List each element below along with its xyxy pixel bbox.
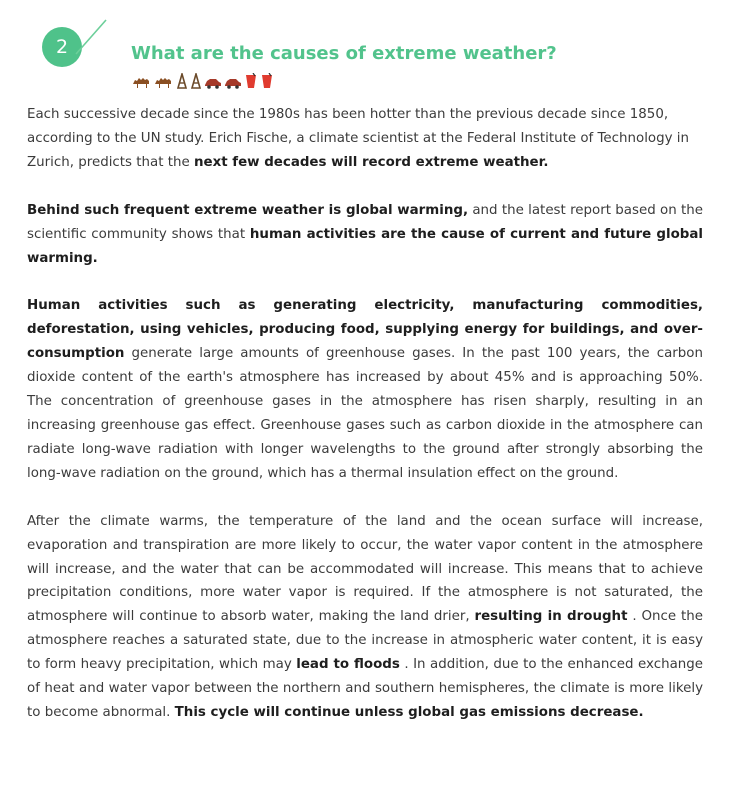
text-segment: . Once the atmosphere reaches a saturated state, due to the increase in atmospheric water content, it is easy to form heavy precipitation, which may: [27, 609, 703, 673]
text-segment: . In addition, due to the enhanced exchange of heat and water vapor between the northern and southern hemispheres, the climate is more likely to become abnormal.: [27, 657, 703, 720]
text-segment: Each successive decade since the 1980s has been hotter than the previous decade since 1850, according to the UN study. Erich Fische, a climate scientist at the Federal Institute of Technology in Zurich, predicts that the: [27, 107, 689, 170]
car-icon: [204, 77, 222, 89]
bold-segment: resulting in drought: [474, 609, 628, 625]
section-title: What are the causes of extreme weather?: [131, 43, 557, 64]
icon-row: [132, 71, 274, 89]
section-number: 2: [55, 36, 69, 58]
camel-icon: [132, 75, 152, 89]
bold-segment: Behind such frequent extreme weather is global warming,: [27, 202, 469, 218]
oil-well-icon: [190, 73, 202, 89]
article-body: [27, 103, 703, 749]
cup-icon: [244, 73, 258, 89]
section-header: [0, 0, 729, 100]
text-segment: generate large amounts of greenhouse gases. In the past 100 years, the carbon dioxide content of the earth's atmosphere has increased by about 45% and is approaching 50%. The concentration of greenhouse gases in the atmosphere has risen sharply, resulting in an increasing greenhouse gas effect. Greenhouse gases such as carbon dioxide in the atmosphere can radiate long-wave radiation with longer wavelengths to the ground after strongly absorbing the long-wave radiation on the ground, which has a thermal insulation effect on the ground.: [27, 346, 703, 481]
camel-icon: [154, 75, 174, 89]
text-segment: and the latest report based on the scientific community shows that: [27, 202, 703, 242]
bold-segment: human activities are the cause of current and future global warming.: [27, 226, 703, 266]
bold-segment: next few decades will record extreme weather.: [193, 154, 549, 170]
paragraph-3: [27, 294, 703, 485]
car-icon: [224, 77, 242, 89]
text-segment: After the climate warms, the temperature of the land and the ocean surface will increase, evaporation and transpiration are more likely to occur, the water vapor content in the atmosphere will increase, and the water that can be accommodated will increase. This means that to achieve precipitation conditions, more water vapor is required. If the atmosphere is not saturated, the atmosphere will continue to absorb water, making the land drier,: [27, 513, 703, 625]
decorative-slash-icon: [74, 16, 110, 56]
oil-well-icon: [176, 73, 188, 89]
bold-segment: lead to floods: [296, 657, 400, 673]
paragraph-1: [27, 103, 703, 175]
cup-icon: [260, 73, 274, 89]
paragraph-4: [27, 510, 703, 725]
paragraph-2: [27, 199, 703, 271]
bold-segment: This cycle will continue unless global gas emissions decrease.: [174, 704, 644, 720]
bold-segment: Human activities such as generating electricity, manufacturing commodities, deforestation, using vehicles, producing food, supplying energy for buildings, and over-consumption: [27, 298, 703, 362]
